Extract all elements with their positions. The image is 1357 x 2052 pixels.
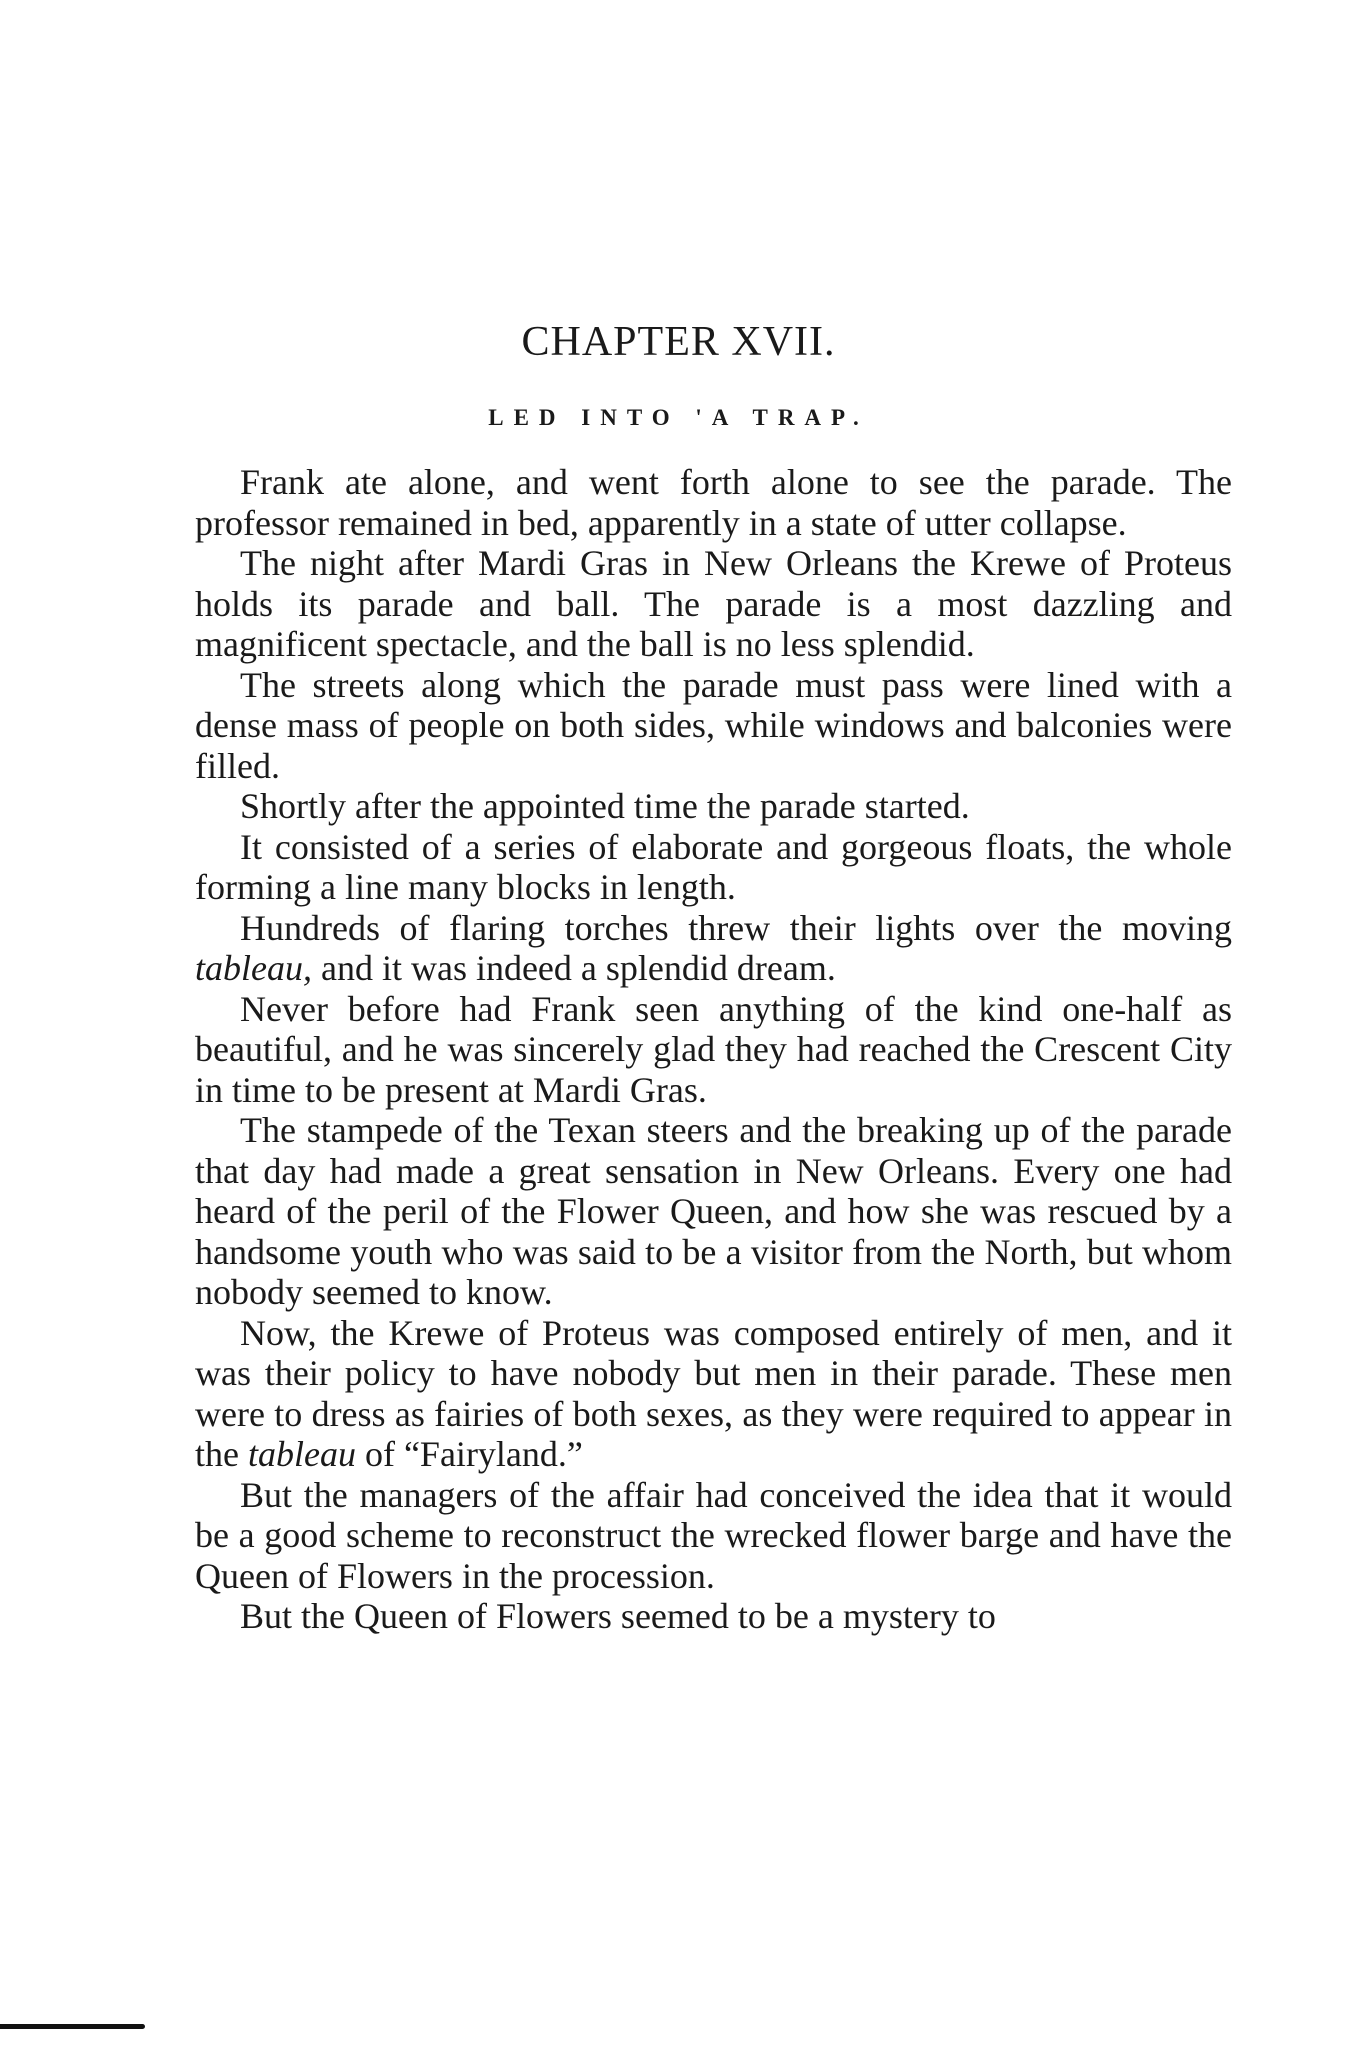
paragraph-text: Never before had Frank seen anything of the kind one-half as beautiful, and he was sincerely glad they had reached the Crescent City in time to be present at Mardi Gras.	[195, 988, 1232, 1110]
paragraph	[195, 543, 1232, 665]
paragraph	[195, 989, 1232, 1111]
paragraph-text: The stampede of the Texan steers and the breaking up of the parade that day had made a great sensation in New Orleans. Every one had heard of the peril of the Flower Queen, and how she was rescued by a handsome youth who was said to be a visitor from the North, but whom nobody seemed to know.	[195, 1110, 1232, 1312]
paragraph-text: The night after Mardi Gras in New Orleans the Krewe of Proteus holds its parade and ball. The parade is a most dazzling and magnificent spectacle, and the ball is no less splendid.	[195, 543, 1232, 664]
paragraph	[195, 1313, 1232, 1475]
paragraph-text: and it was indeed a splendid dream.	[311, 948, 836, 988]
paragraph-text: of “Fairyland.”	[355, 1434, 583, 1474]
italic-term: tableau	[247, 1434, 356, 1474]
paragraph-text: It consisted of a series of elaborate and gorgeous floats, the whole forming a line many blocks in length.	[195, 826, 1232, 907]
paragraph-text: Shortly after the appointed time the parade started.	[240, 786, 970, 826]
paragraph	[195, 1475, 1232, 1597]
paragraph	[195, 1596, 1232, 1637]
paragraph-text: But the Queen of Flowers seemed to be a mystery to	[240, 1596, 996, 1636]
chapter-title: CHAPTER XVII.	[521, 319, 836, 365]
chapter-subtitle: LED INTO 'A TRAP.	[488, 405, 869, 430]
paragraph-text: But the managers of the affair had conceived the idea that it would be a good scheme to reconstruct the wrecked flower barge and have the Queen of Flowers in the procession.	[195, 1474, 1232, 1596]
scan-edge-mark	[0, 2024, 145, 2029]
paragraph-text: Hundreds of flaring torches threw their lights over the moving	[240, 907, 1232, 948]
paragraph	[195, 462, 1232, 543]
italic-term: tableau,	[195, 948, 312, 988]
paragraph-text: Frank ate alone, and went forth alone to see the parade. The professor remained in bed, apparently in a state of utter collapse.	[195, 462, 1232, 543]
paragraph	[195, 827, 1232, 908]
paragraph	[195, 908, 1232, 989]
paragraph	[195, 1110, 1232, 1313]
chapter-body	[195, 462, 1232, 1637]
paragraph-text: Now, the Krewe of Proteus was composed entirely of men, and it was their policy to have nobody but men in their parade. These men were to dress as fairies of both sexes, as they were required to appear in the	[195, 1312, 1232, 1474]
paragraph-text: The streets along which the parade must pass were lined with a dense mass of people on both sides, while windows and balconies were filled.	[195, 664, 1232, 786]
paragraph	[195, 665, 1232, 787]
paragraph	[195, 786, 1232, 827]
